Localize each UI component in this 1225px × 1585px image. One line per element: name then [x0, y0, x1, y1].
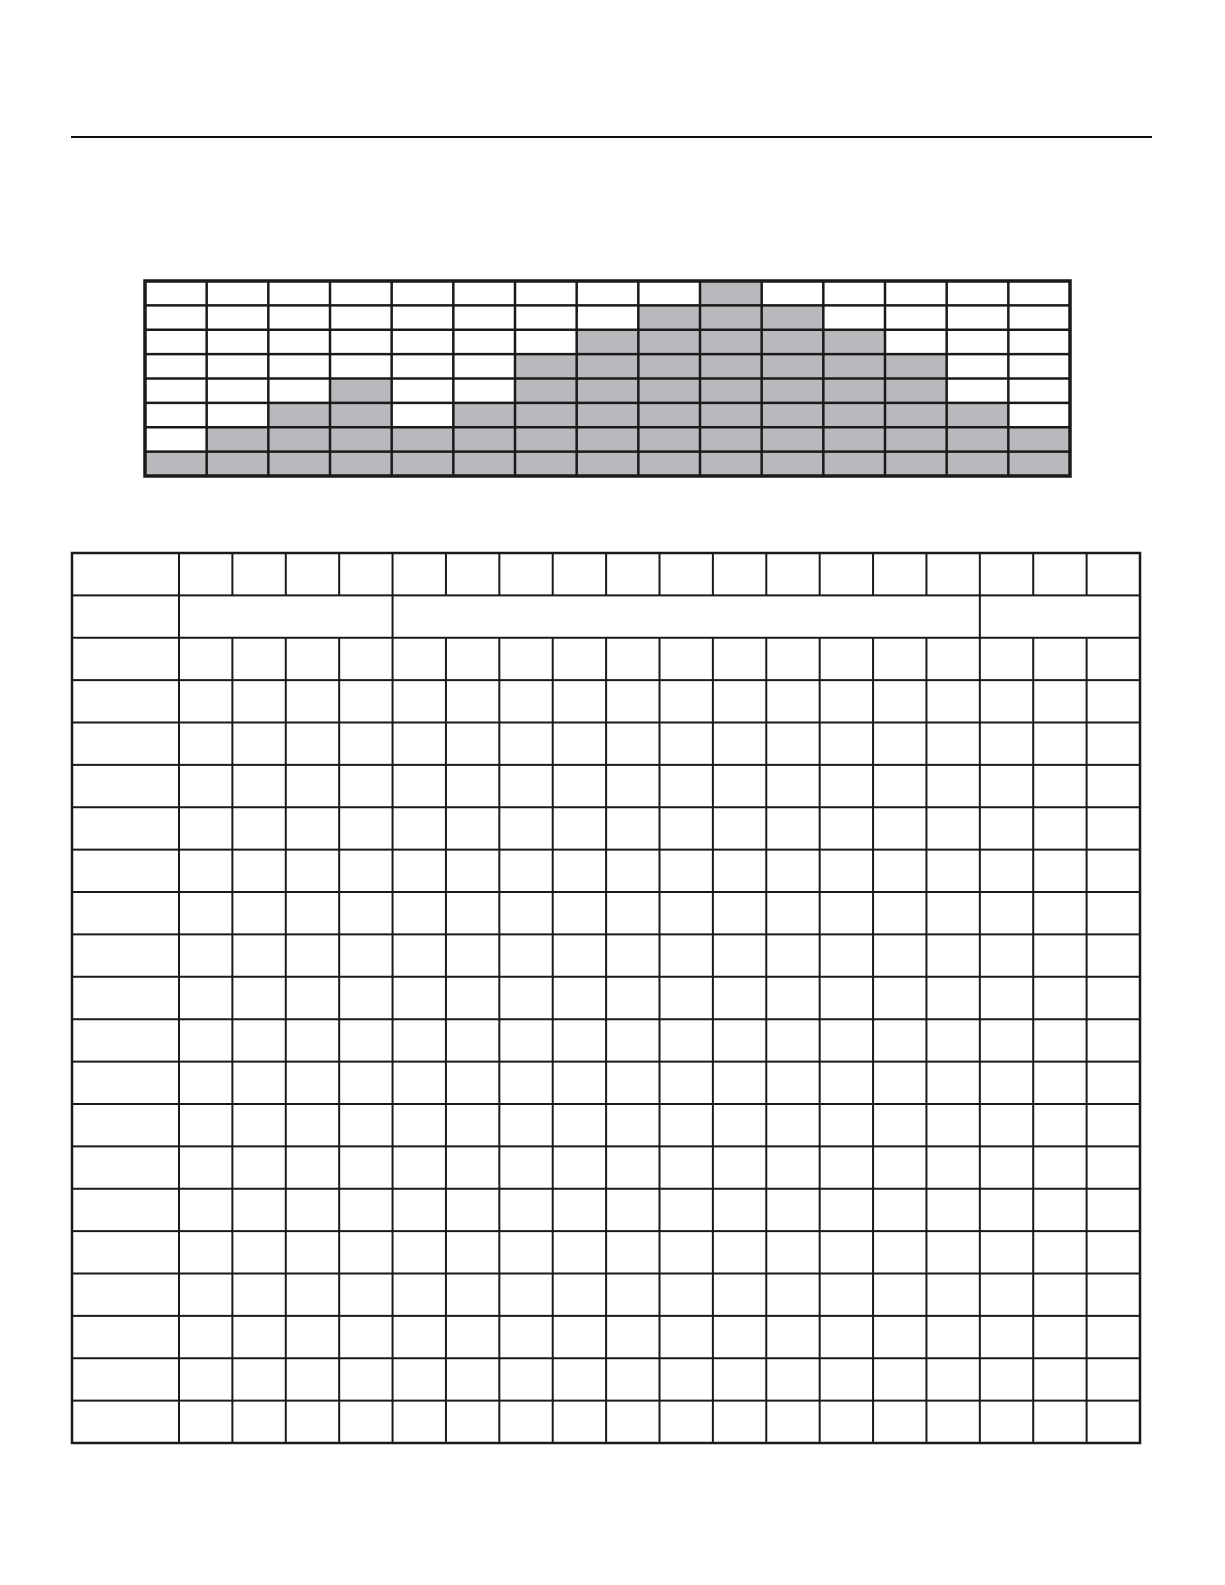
- chart-cell-empty: [823, 281, 885, 305]
- chart-cell-empty: [330, 330, 392, 354]
- chart-cell-empty: [330, 281, 392, 305]
- chart-cell-filled: [762, 330, 824, 354]
- chart-cell-filled: [823, 354, 885, 378]
- chart-cell-empty: [145, 379, 207, 403]
- chart-cell-filled: [700, 403, 762, 427]
- chart-cell-filled: [330, 403, 392, 427]
- chart-cell-filled: [762, 427, 824, 451]
- chart-cell-empty: [145, 354, 207, 378]
- chart-cell-filled: [515, 403, 577, 427]
- chart-cell-empty: [515, 281, 577, 305]
- chart-cell-filled: [947, 403, 1009, 427]
- chart-cell-empty: [453, 281, 515, 305]
- chart-cell-empty: [268, 379, 330, 403]
- chart-cell-filled: [268, 452, 330, 476]
- chart-cell-filled: [700, 305, 762, 329]
- chart-cell-filled: [268, 427, 330, 451]
- chart-cell-filled: [700, 281, 762, 305]
- chart-cell-empty: [392, 379, 454, 403]
- chart-cell-filled: [638, 452, 700, 476]
- chart-cell-filled: [577, 403, 639, 427]
- chart-cell-filled: [638, 403, 700, 427]
- chart-cell-filled: [823, 403, 885, 427]
- chart-cell-filled: [700, 354, 762, 378]
- chart-cell-filled: [515, 354, 577, 378]
- chart-cell-filled: [330, 427, 392, 451]
- chart-cell-empty: [577, 281, 639, 305]
- chart-cell-filled: [207, 452, 269, 476]
- chart-cell-filled: [207, 427, 269, 451]
- chart-cell-empty: [207, 330, 269, 354]
- chart-cell-filled: [947, 452, 1009, 476]
- chart-cell-filled: [762, 354, 824, 378]
- chart-cell-filled: [453, 427, 515, 451]
- chart-cell-empty: [268, 305, 330, 329]
- chart-cell-filled: [330, 379, 392, 403]
- chart-cell-filled: [762, 379, 824, 403]
- chart-cell-empty: [638, 281, 700, 305]
- chart-cell-empty: [762, 281, 824, 305]
- chart-cell-filled: [515, 452, 577, 476]
- chart-cell-empty: [1008, 330, 1070, 354]
- chart-cell-filled: [762, 452, 824, 476]
- chart-cell-filled: [885, 354, 947, 378]
- chart-cell-empty: [947, 379, 1009, 403]
- chart-cell-filled: [453, 452, 515, 476]
- chart-cell-filled: [577, 379, 639, 403]
- chart-cell-filled: [638, 330, 700, 354]
- chart-cell-empty: [392, 281, 454, 305]
- chart-cell-empty: [1008, 281, 1070, 305]
- chart-cell-filled: [885, 403, 947, 427]
- chart-cell-filled: [577, 452, 639, 476]
- chart-cell-filled: [453, 403, 515, 427]
- chart-cell-empty: [207, 379, 269, 403]
- chart-cell-filled: [700, 330, 762, 354]
- chart-cell-empty: [268, 354, 330, 378]
- chart-cell-empty: [515, 305, 577, 329]
- blank-tally-table: [72, 553, 1140, 1443]
- chart-cell-empty: [145, 427, 207, 451]
- chart-cell-empty: [268, 281, 330, 305]
- chart-cell-empty: [947, 330, 1009, 354]
- chart-cell-filled: [577, 354, 639, 378]
- chart-cell-filled: [1008, 427, 1070, 451]
- chart-cell-filled: [823, 379, 885, 403]
- chart-cell-empty: [947, 354, 1009, 378]
- chart-cell-filled: [268, 403, 330, 427]
- chart-cell-filled: [947, 427, 1009, 451]
- chart-cell-empty: [515, 330, 577, 354]
- chart-cell-filled: [638, 379, 700, 403]
- chart-cell-empty: [268, 330, 330, 354]
- chart-cell-filled: [823, 330, 885, 354]
- chart-cell-filled: [1008, 452, 1070, 476]
- chart-cell-empty: [392, 330, 454, 354]
- chart-cell-empty: [1008, 379, 1070, 403]
- chart-cell-filled: [700, 379, 762, 403]
- chart-cell-filled: [885, 427, 947, 451]
- chart-cell-filled: [700, 452, 762, 476]
- chart-cell-filled: [700, 427, 762, 451]
- chart-cell-empty: [145, 330, 207, 354]
- chart-cell-empty: [885, 330, 947, 354]
- chart-cell-empty: [885, 281, 947, 305]
- chart-cell-filled: [638, 305, 700, 329]
- chart-cell-empty: [330, 354, 392, 378]
- chart-cell-empty: [947, 281, 1009, 305]
- chart-cell-empty: [207, 281, 269, 305]
- chart-cell-filled: [762, 403, 824, 427]
- chart-cell-empty: [330, 305, 392, 329]
- chart-cell-filled: [885, 452, 947, 476]
- chart-cell-empty: [145, 403, 207, 427]
- chart-cell-empty: [145, 305, 207, 329]
- chart-cell-empty: [207, 305, 269, 329]
- chart-cell-empty: [145, 281, 207, 305]
- chart-cell-empty: [577, 305, 639, 329]
- chart-cell-empty: [1008, 305, 1070, 329]
- chart-cell-filled: [638, 427, 700, 451]
- chart-cell-filled: [762, 305, 824, 329]
- chart-cell-filled: [823, 427, 885, 451]
- chart-cell-empty: [885, 305, 947, 329]
- chart-cell-empty: [392, 354, 454, 378]
- chart-cell-filled: [823, 452, 885, 476]
- chart-cell-filled: [577, 427, 639, 451]
- chart-cell-filled: [392, 452, 454, 476]
- chart-cell-filled: [392, 427, 454, 451]
- chart-cell-empty: [453, 379, 515, 403]
- chart-cell-empty: [453, 354, 515, 378]
- chart-cell-empty: [453, 305, 515, 329]
- chart-cell-empty: [392, 403, 454, 427]
- chart-cell-filled: [885, 379, 947, 403]
- chart-cell-filled: [638, 354, 700, 378]
- chart-cell-filled: [577, 330, 639, 354]
- chart-cell-empty: [392, 305, 454, 329]
- chart-cell-empty: [1008, 403, 1070, 427]
- chart-cell-empty: [1008, 354, 1070, 378]
- chart-cell-empty: [823, 305, 885, 329]
- chart-cell-empty: [453, 330, 515, 354]
- chart-cell-filled: [145, 452, 207, 476]
- chart-cell-empty: [207, 403, 269, 427]
- shaded-column-chart: [145, 281, 1070, 476]
- chart-cell-filled: [515, 427, 577, 451]
- chart-cell-filled: [330, 452, 392, 476]
- chart-cell-empty: [947, 305, 1009, 329]
- chart-cell-filled: [515, 379, 577, 403]
- chart-cell-empty: [207, 354, 269, 378]
